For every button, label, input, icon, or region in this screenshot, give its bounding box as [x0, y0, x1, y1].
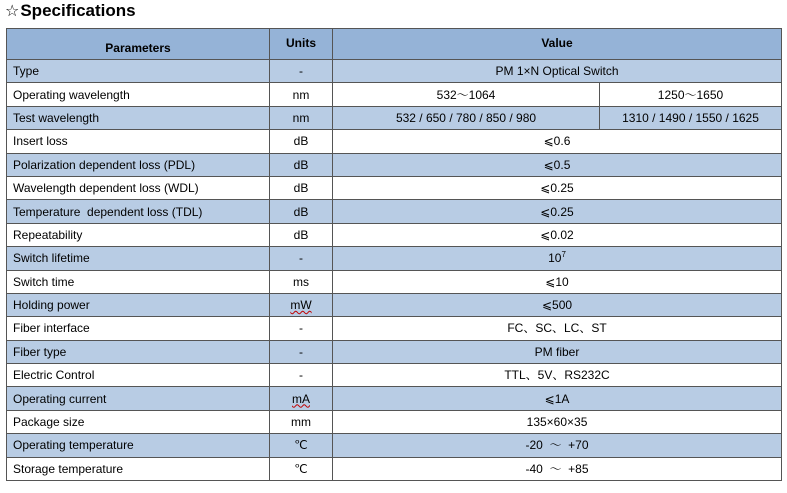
unit-cell: - — [270, 364, 333, 387]
unit-cell: - — [270, 60, 333, 83]
value-cell-b: 1310 / 1490 / 1550 / 1625 — [600, 106, 782, 129]
value-cell: ⩽0.5 — [333, 153, 782, 176]
value-exponent: 7 — [561, 250, 566, 260]
table-row — [7, 317, 782, 340]
table-row — [7, 410, 782, 433]
page-title — [5, 1, 136, 23]
value-base: 10 — [548, 251, 562, 266]
value-cell: ⩽500 — [333, 293, 782, 316]
unit-cell: - — [270, 317, 333, 340]
value-cell: ⩽1A — [333, 387, 782, 410]
unit-cell: ℃ — [270, 434, 333, 457]
param-cell: Holding power — [7, 293, 270, 316]
table-row — [7, 130, 782, 153]
param-cell: Operating wavelength — [7, 83, 270, 106]
table-row — [7, 247, 782, 270]
unit-text: mA — [292, 391, 310, 406]
value-cell-a: 532～1064 — [333, 83, 600, 106]
value-cell: PM 1×N Optical Switch — [333, 60, 782, 83]
unit-cell: - — [270, 340, 333, 363]
value-cell-a: 532 / 650 / 780 / 850 / 980 — [333, 106, 600, 129]
unit-cell: mm — [270, 410, 333, 433]
unit-cell: ℃ — [270, 457, 333, 480]
header-value: Value — [333, 29, 782, 60]
table-row — [7, 434, 782, 457]
table-row — [7, 457, 782, 480]
param-cell: Switch lifetime — [7, 247, 270, 270]
table-row — [7, 106, 782, 129]
table-row — [7, 270, 782, 293]
title-text: Specifications — [20, 1, 136, 20]
unit-cell: dB — [270, 176, 333, 199]
unit-cell — [270, 293, 333, 316]
star-icon: ☆ — [5, 1, 20, 20]
value-cell: ⩽0.25 — [333, 200, 782, 223]
value-cell: ⩽0.6 — [333, 130, 782, 153]
param-cell: Insert loss — [7, 130, 270, 153]
unit-text: mW — [290, 298, 312, 313]
unit-cell: dB — [270, 153, 333, 176]
table-row — [7, 387, 782, 410]
param-cell: Switch time — [7, 270, 270, 293]
value-cell: ⩽10 — [333, 270, 782, 293]
value-cell: ⩽0.25 — [333, 176, 782, 199]
param-cell: Operating temperature — [7, 434, 270, 457]
header-units: Units — [270, 29, 333, 60]
unit-cell: dB — [270, 223, 333, 246]
table-row — [7, 83, 782, 106]
value-cell-b: 1250～1650 — [600, 83, 782, 106]
table-row — [7, 340, 782, 363]
param-cell: Electric Control — [7, 364, 270, 387]
value-cell: 135×60×35 — [333, 410, 782, 433]
value-cell — [333, 247, 782, 270]
unit-cell: dB — [270, 200, 333, 223]
value-cell: -20 ～ +70 — [333, 434, 782, 457]
param-cell: Operating current — [7, 387, 270, 410]
unit-cell: dB — [270, 130, 333, 153]
param-cell: Temperature dependent loss (TDL) — [7, 200, 270, 223]
param-cell: Polarization dependent loss (PDL) — [7, 153, 270, 176]
param-cell: Package size — [7, 410, 270, 433]
param-cell: Fiber type — [7, 340, 270, 363]
specifications-table — [6, 28, 782, 481]
param-cell: Type — [7, 60, 270, 83]
unit-cell: ms — [270, 270, 333, 293]
param-cell: Storage temperature — [7, 457, 270, 480]
value-cell: PM fiber — [333, 340, 782, 363]
param-cell: Wavelength dependent loss (WDL) — [7, 176, 270, 199]
unit-cell: - — [270, 247, 333, 270]
table-row — [7, 293, 782, 316]
header-parameters: Parameters — [7, 29, 270, 60]
param-cell: Test wavelength — [7, 106, 270, 129]
table-header-row — [7, 29, 782, 60]
unit-cell: nm — [270, 83, 333, 106]
value-cell: TTL、5V、RS232C — [333, 364, 782, 387]
param-cell: Fiber interface — [7, 317, 270, 340]
value-cell: ⩽0.02 — [333, 223, 782, 246]
param-cell: Repeatability — [7, 223, 270, 246]
unit-cell — [270, 387, 333, 410]
value-cell: -40 ～ +85 — [333, 457, 782, 480]
table-row — [7, 223, 782, 246]
table-row — [7, 364, 782, 387]
table-row — [7, 200, 782, 223]
unit-cell: nm — [270, 106, 333, 129]
table-row — [7, 60, 782, 83]
value-cell: FC、SC、LC、ST — [333, 317, 782, 340]
table-row — [7, 153, 782, 176]
table-row — [7, 176, 782, 199]
